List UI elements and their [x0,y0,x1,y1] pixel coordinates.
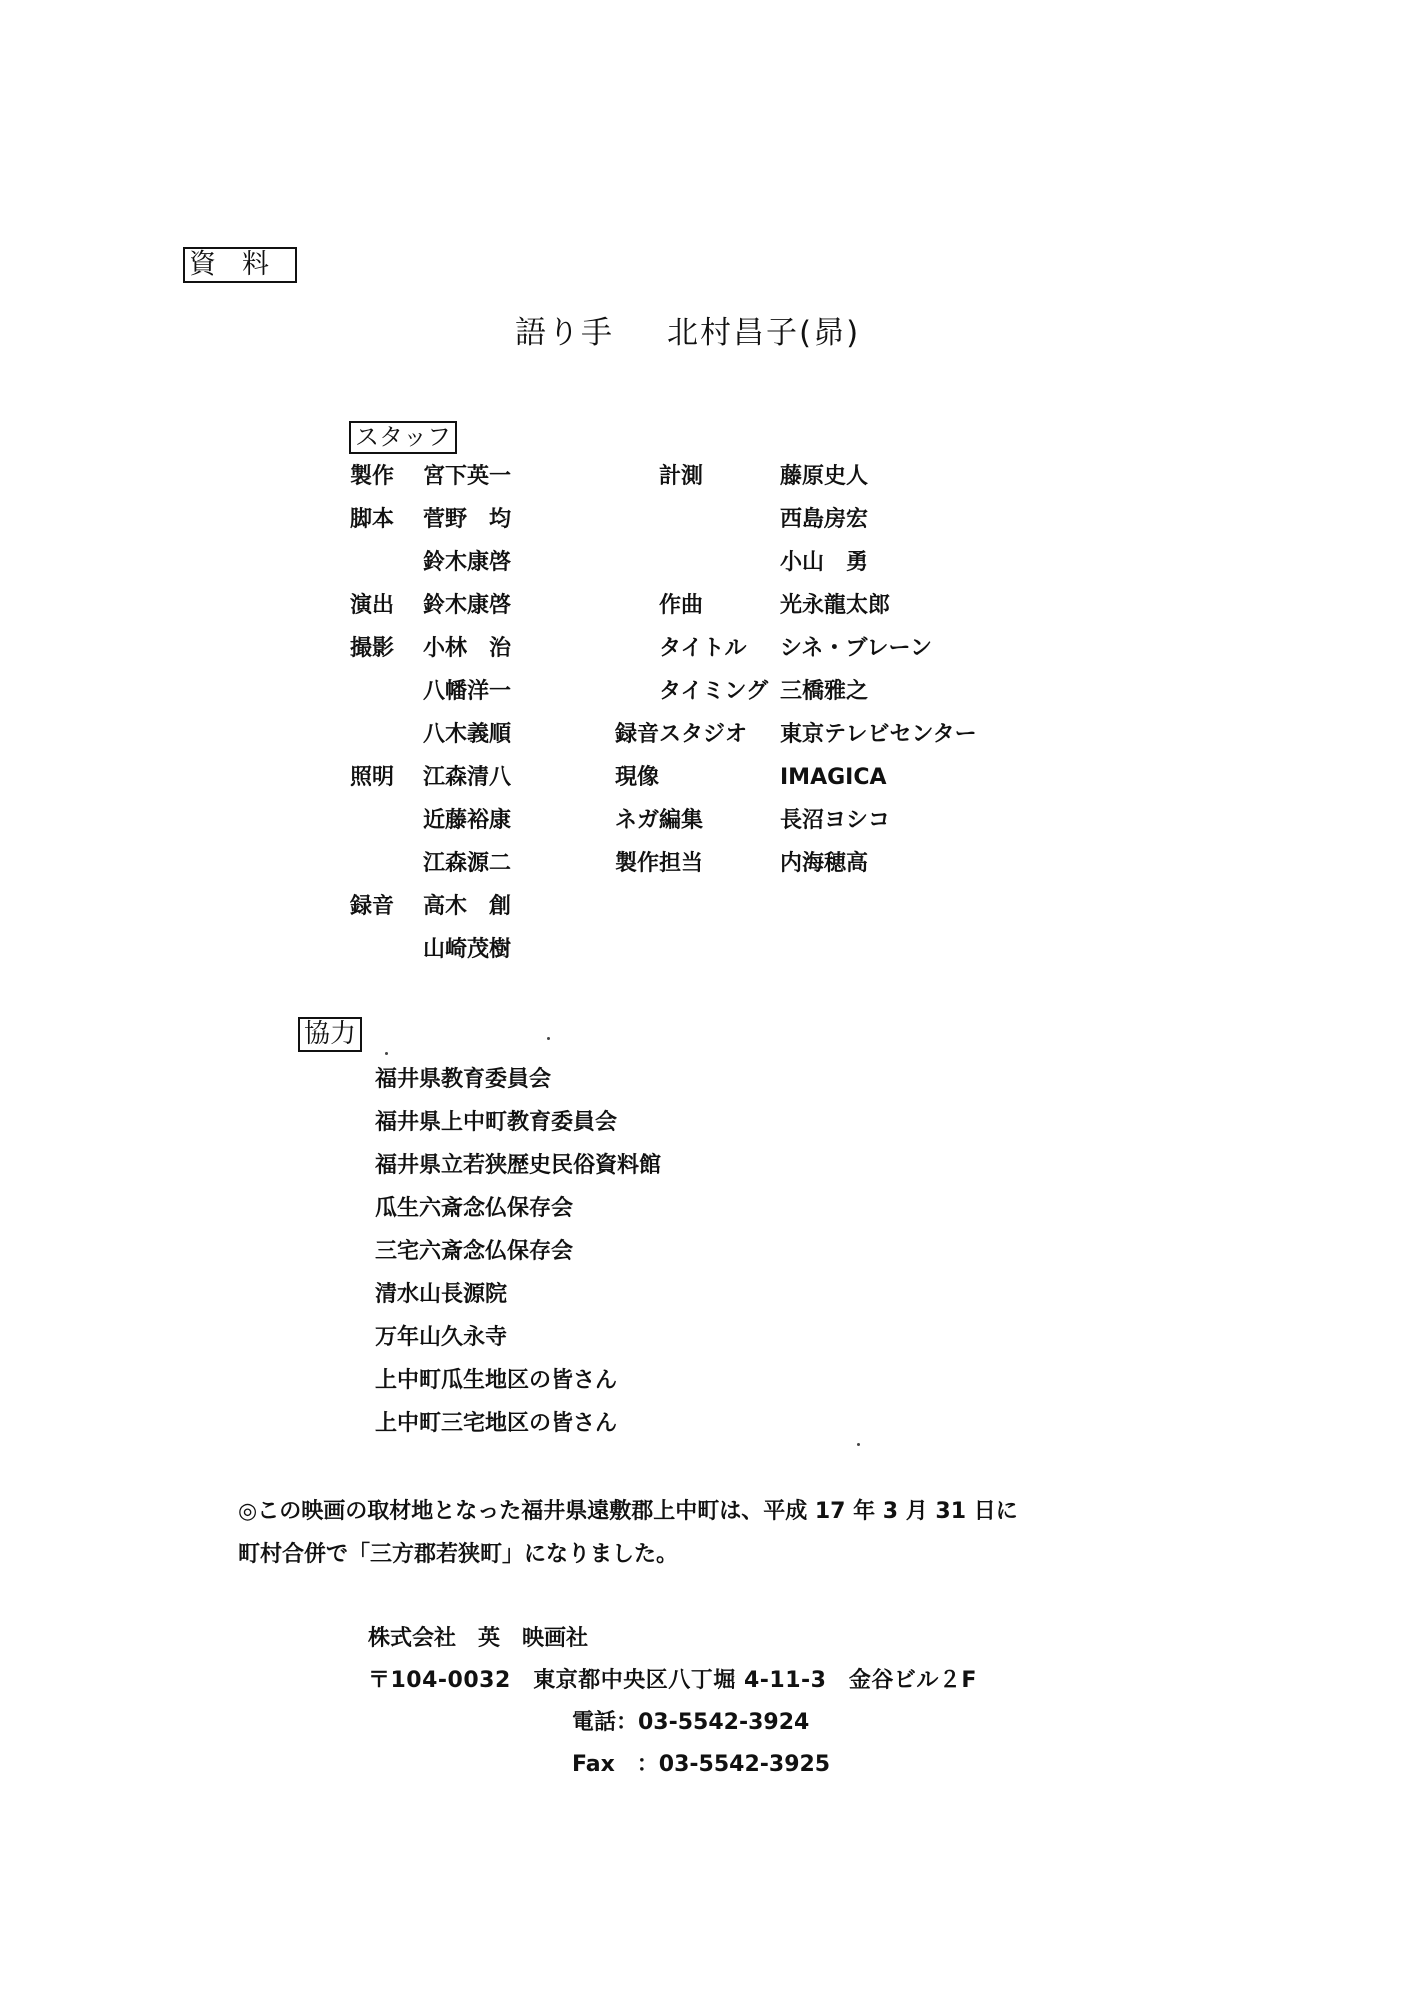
cooperation-item: 福井県立若狭歴史民俗資料館 [375,1153,662,1178]
staff-name: 鈴木康啓 [423,550,512,575]
scan-speck [547,1037,550,1040]
cooperation-item: 上中町三宅地区の皆さん [375,1411,618,1436]
staff-role: 作曲 [615,593,704,618]
staff-name: 八幡洋一 [423,679,512,704]
staff-role: 計測 [615,464,704,489]
staff-role: 録音スタジオ [615,722,748,747]
cooperation-item: 福井県上中町教育委員会 [375,1110,618,1135]
cooperation-item: 上中町瓜生地区の皆さん [375,1368,618,1393]
staff-role: 撮影 [350,636,395,661]
staff-role: 録音 [350,894,395,919]
narrator-name: 北村昌子(昴) [667,315,861,351]
staff-role: 演出 [350,593,395,618]
staff-role: タイミング [615,679,769,704]
cooperation-item: 清水山長源院 [375,1282,508,1307]
staff-role: 照明 [350,765,395,790]
staff-name: 小山 勇 [780,550,869,575]
staff-role: 現像 [615,765,660,790]
section-label: 資料 [183,247,297,283]
staff-name: 小林 治 [423,636,512,661]
cooperation-item: 瓜生六斎念仏保存会 [375,1196,574,1221]
cooperation-heading: 協力 [298,1017,362,1052]
cooperation-item: 福井県教育委員会 [375,1067,552,1092]
cooperation-item: 三宅六斎念仏保存会 [375,1239,574,1264]
cooperation-item: 万年山久永寺 [375,1325,508,1350]
staff-role: ネガ編集 [615,808,704,833]
scan-speck [857,1443,860,1446]
staff-role: 脚本 [350,507,395,532]
company-phone: 電話：03-5542-3924 [572,1710,810,1735]
staff-name: 東京テレビセンター [780,722,977,747]
staff-name: 長沼ヨシコ [780,808,891,833]
staff-name: 三橋雅之 [780,679,869,704]
staff-name: 八木義順 [423,722,512,747]
staff-role: タイトル [615,636,747,661]
company-address: 〒104-0032 東京都中央区八丁堀 4-11-3 金谷ビル２F [368,1668,977,1693]
note-line-2: 町村合併で「三方郡若狭町」になりました。 [238,1542,679,1567]
staff-name: 菅野 均 [423,507,512,532]
staff-role: 製作担当 [615,851,704,876]
staff-name: 江森清八 [423,765,512,790]
staff-name: 西島房宏 [780,507,869,532]
staff-name: 山崎茂樹 [423,937,512,962]
company-name: 株式会社 英 映画社 [368,1626,589,1651]
staff-name: 高木 創 [423,894,512,919]
staff-name: 宮下英一 [423,464,512,489]
scan-speck [385,1052,388,1055]
company-fax: Fax ：03-5542-3925 [572,1752,831,1777]
staff-name: 江森源二 [423,851,512,876]
staff-name: 内海穂高 [780,851,869,876]
note-line-1: ◎この映画の取材地となった福井県遠敷郡上中町は、平成 17 年 3 月 31 日に [238,1499,1018,1524]
staff-heading: スタッフ [349,421,457,454]
staff-name: IMAGICA [780,765,887,790]
staff-name: シネ・ブレーン [780,636,933,661]
staff-name: 光永龍太郎 [780,593,891,618]
staff-name: 藤原史人 [780,464,869,489]
staff-role: 製作 [350,464,395,489]
staff-name: 鈴木康啓 [423,593,512,618]
staff-name: 近藤裕康 [423,808,512,833]
narrator-role: 語り手 [515,315,614,351]
note [238,1490,1018,1576]
